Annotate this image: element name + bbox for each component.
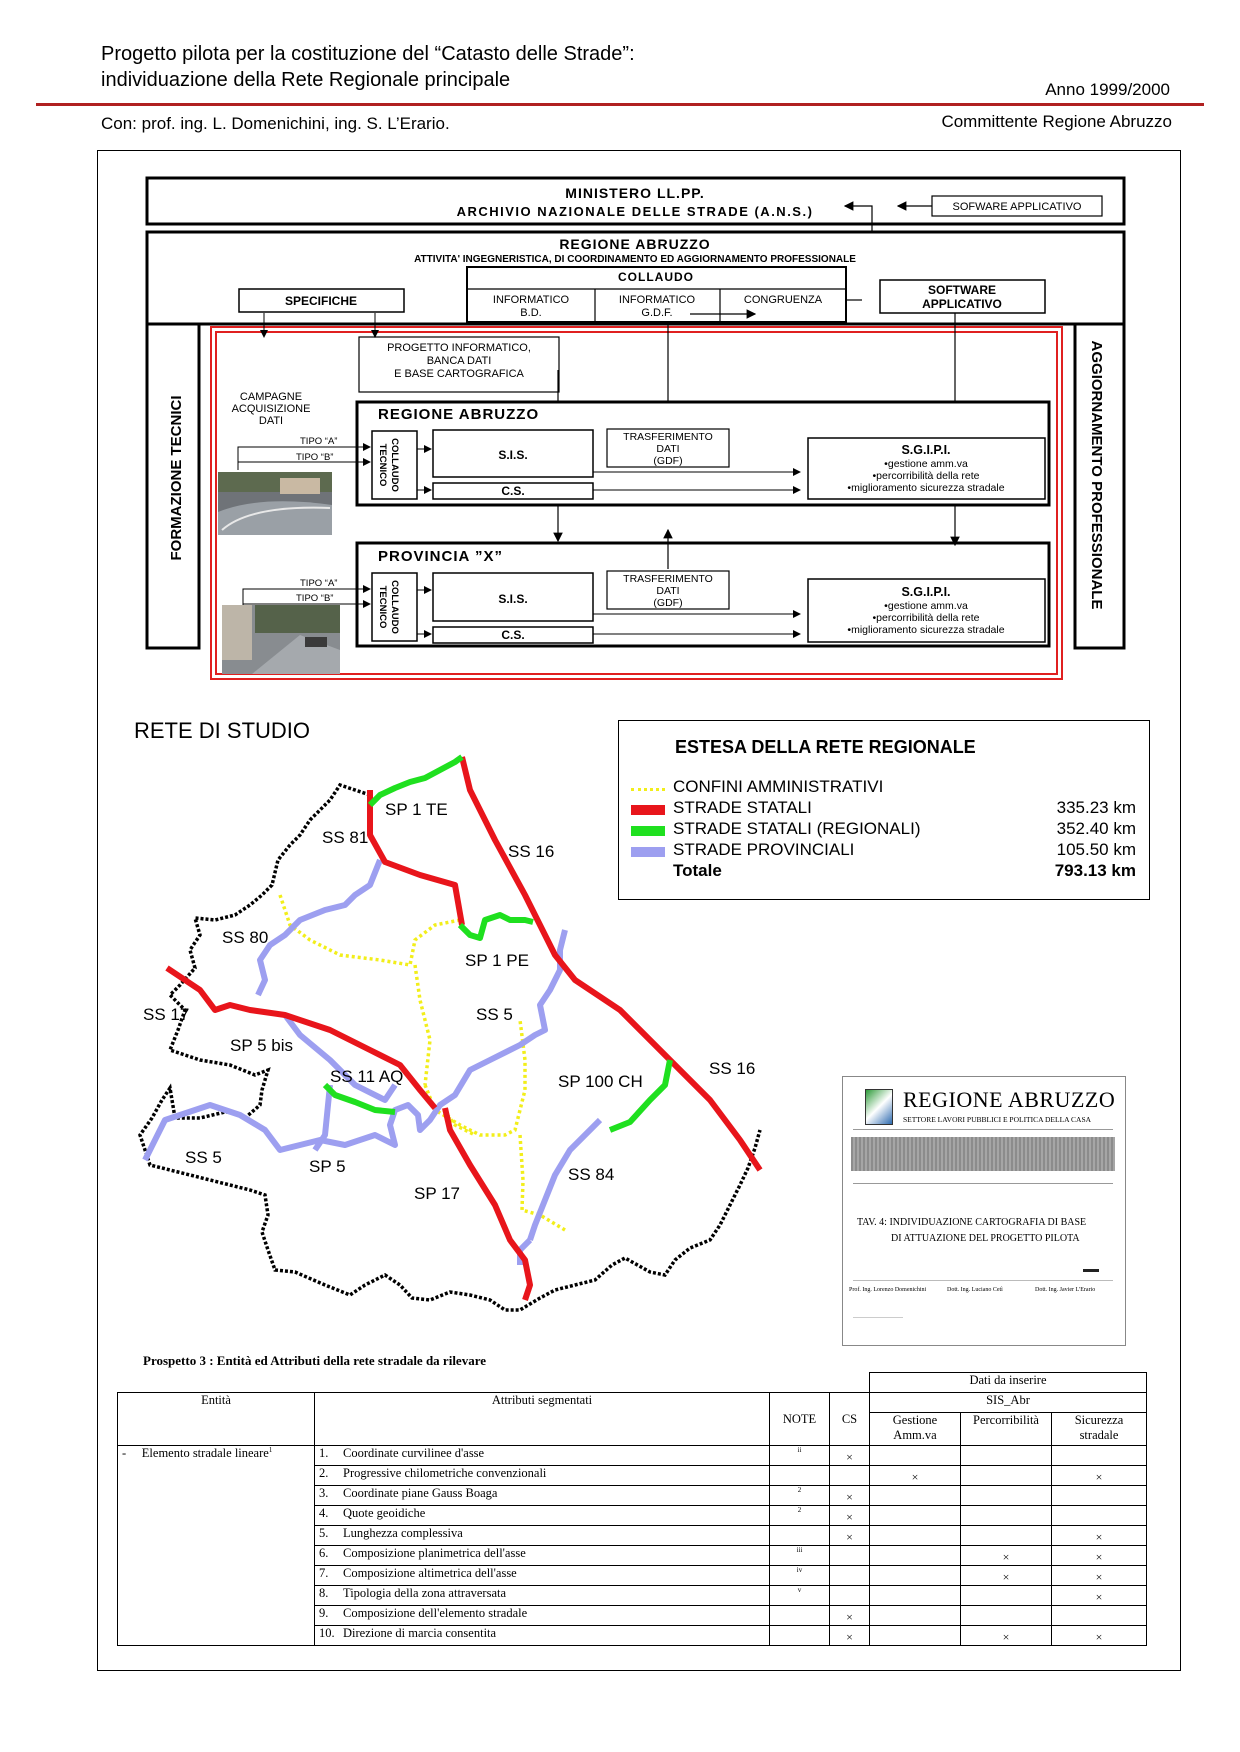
svg-text:INFORMATICO: INFORMATICO xyxy=(618,294,696,306)
gestione-cell xyxy=(870,1526,961,1546)
map-label-ss17: SS 17 xyxy=(143,1005,190,1024)
percorribilita-cell xyxy=(961,1506,1052,1526)
attribute-cell xyxy=(315,1566,770,1586)
sicurezza-cell: × xyxy=(1052,1586,1147,1606)
svg-text:CONGRUENZA: CONGRUENZA xyxy=(743,294,823,306)
road-photo-2 xyxy=(222,605,340,674)
legend-swatch-regionali xyxy=(631,826,665,836)
header-gestione: Gestione Amm.va xyxy=(870,1413,961,1446)
stamp-subtitle: SETTORE LAVORI PUBBLICI E POLITICA DELLA CASA xyxy=(903,1115,1092,1124)
campagne-label: CAMPAGNE xyxy=(239,391,303,403)
map-label-ss5-west: SS 5 xyxy=(185,1148,222,1167)
header-sis-abr: SIS_Abr xyxy=(870,1393,1147,1413)
legend-row-statali: STRADE STATALI 335.23 km xyxy=(631,798,1136,820)
collaudo-label: COLLAUDO xyxy=(618,270,694,284)
map-label-ss5-north: SS 5 xyxy=(476,1005,513,1024)
svg-text:•gestione amm.va: •gestione amm.va xyxy=(884,600,968,612)
attribute-cell xyxy=(315,1586,770,1606)
svg-text:ACQUISIZIONE: ACQUISIZIONE xyxy=(231,403,311,415)
formazione-tecnici-bar xyxy=(147,324,199,648)
svg-text:APPLICATIVO: APPLICATIVO xyxy=(922,297,1002,311)
software-app-box xyxy=(880,280,1045,313)
svg-text:S.G.I.P.I.: S.G.I.P.I. xyxy=(901,585,951,599)
sicurezza-cell: × xyxy=(1052,1466,1147,1486)
percorribilita-cell xyxy=(961,1586,1052,1606)
attribute-number: 1. xyxy=(319,1446,329,1460)
attribute-number: 7. xyxy=(319,1566,329,1580)
progetto-informatico-box xyxy=(359,337,559,392)
map-label-ss84: SS 84 xyxy=(568,1165,615,1184)
prospetto-3-table xyxy=(117,1372,1147,1646)
svg-text:DATI: DATI xyxy=(656,585,680,597)
gestione-cell xyxy=(870,1626,961,1646)
stamp-redacted-band xyxy=(851,1137,1115,1171)
attribute-number: 2. xyxy=(319,1466,329,1480)
entity-label: Elemento stradale lineare xyxy=(141,1446,269,1461)
aggiornamento-bar xyxy=(1075,324,1124,648)
gestione-cell xyxy=(870,1446,961,1466)
software-top-label: SOFWARE APPLICATIVO xyxy=(952,201,1082,213)
map-title: RETE DI STUDIO xyxy=(134,718,311,743)
svg-text:•percorribilità della rete: •percorribilità della rete xyxy=(872,612,980,624)
svg-text:DATI: DATI xyxy=(656,443,680,455)
specifiche-box xyxy=(239,289,404,312)
attribute-cell xyxy=(315,1446,770,1466)
table-caption: Prospetto 3 : Entità ed Attributi della rete stradale da rilevare xyxy=(143,1353,487,1368)
percorribilita-cell xyxy=(961,1606,1052,1626)
regione-crest-icon xyxy=(865,1089,893,1125)
note-cell xyxy=(770,1526,830,1546)
gestione-cell xyxy=(870,1506,961,1526)
svg-text:B.D.: B.D. xyxy=(520,307,542,319)
title-block-stamp xyxy=(842,1076,1126,1346)
confini-amministrativi xyxy=(280,895,565,1230)
regione-system-title: REGIONE ABRUZZO xyxy=(378,406,540,423)
svg-text:C.S.: C.S. xyxy=(501,628,525,642)
percorribilita-cell: × xyxy=(961,1626,1052,1646)
svg-text:TECNICO: TECNICO xyxy=(377,443,388,487)
attribute-number: 6. xyxy=(319,1546,329,1560)
legend-swatch-provinciali xyxy=(631,847,665,857)
document-title-line1: Progetto pilota per la costituzione del “Catasto delle Strade”: xyxy=(101,43,635,65)
legend-title: ESTESA DELLA RETE REGIONALE xyxy=(675,737,976,757)
attribute-label: Tipologia della zona attraversata xyxy=(343,1586,507,1600)
attribute-label: Coordinate piane Gauss Boaga xyxy=(343,1486,498,1500)
percorribilita-cell: × xyxy=(961,1546,1052,1566)
regione-subtitle: ATTIVITA' INGEGNERISTICA, DI COORDINAMENTO ED AGGIORNAMENTO PROFESSIONALE xyxy=(414,254,856,265)
note-cell: 2 xyxy=(770,1486,830,1506)
sicurezza-cell: × xyxy=(1052,1526,1147,1546)
table-row xyxy=(118,1446,1147,1466)
attribute-number: 5. xyxy=(319,1526,329,1540)
attribute-label: Progressive chilometriche convenzionali xyxy=(343,1466,547,1480)
legend-swatch-confini xyxy=(631,788,665,791)
svg-text:•miglioramento sicurezza strad: •miglioramento sicurezza stradale xyxy=(847,624,1005,636)
svg-text:BANCA DATI: BANCA DATI xyxy=(426,355,492,367)
header-entita: Entità xyxy=(118,1393,315,1446)
attribute-label: Quote geoidiche xyxy=(343,1506,426,1520)
attribute-label: Composizione dell'elemento stradale xyxy=(343,1606,528,1620)
sicurezza-cell xyxy=(1052,1446,1147,1466)
stamp-tav-line1: TAV. 4: INDIVIDUAZIONE CARTOGRAFIA DI BASE xyxy=(857,1217,1087,1228)
stamp-signature-2: Dott. Ing. Luciano Cetì xyxy=(947,1287,1003,1293)
svg-text:COLLAUDO: COLLAUDO xyxy=(389,580,400,634)
svg-text:TRASFERIMENTO: TRASFERIMENTO xyxy=(623,573,713,585)
percorribilita-cell xyxy=(961,1486,1052,1506)
map-label-ss80: SS 80 xyxy=(222,928,269,947)
ministero-title: MINISTERO LL.PP. xyxy=(565,185,705,201)
entity-cell xyxy=(118,1446,315,1646)
legend-row-confini: CONFINI AMMINISTRATIVI xyxy=(631,777,1136,799)
table-body xyxy=(118,1446,1147,1646)
attribute-label: Coordinate curvilinee d'asse xyxy=(343,1446,485,1460)
svg-text:(GDF): (GDF) xyxy=(653,455,683,467)
gestione-cell xyxy=(870,1486,961,1506)
attribute-cell xyxy=(315,1526,770,1546)
map-label-ss16-north: SS 16 xyxy=(508,842,555,861)
map-label-sp100ch: SP 100 CH xyxy=(558,1072,643,1091)
attribute-cell xyxy=(315,1506,770,1526)
cs-cell: × xyxy=(830,1446,870,1466)
cs-cell xyxy=(830,1546,870,1566)
legend-row-provinciali: STRADE PROVINCIALI 105.50 km xyxy=(631,840,1136,862)
map-label-sp1pe: SP 1 PE xyxy=(465,951,529,970)
cs-cell: × xyxy=(830,1526,870,1546)
header-note: NOTE xyxy=(770,1393,830,1446)
legend-swatch-statali xyxy=(631,805,665,815)
svg-text:TIPO “B”: TIPO “B” xyxy=(296,593,334,604)
header-dati: Dati da inserire xyxy=(870,1373,1147,1393)
gestione-cell xyxy=(870,1586,961,1606)
cs-cell: × xyxy=(830,1606,870,1626)
gestione-cell xyxy=(870,1606,961,1626)
note-cell xyxy=(770,1626,830,1646)
svg-text:TIPO “A”: TIPO “A” xyxy=(300,578,338,589)
attribute-cell xyxy=(315,1546,770,1566)
percorribilita-cell xyxy=(961,1446,1052,1466)
note-cell: ii xyxy=(770,1446,830,1466)
svg-text:C.S.: C.S. xyxy=(501,484,525,498)
note-cell xyxy=(770,1466,830,1486)
header-sicurezza: Sicurezza stradale xyxy=(1052,1413,1147,1446)
map-label-sp5: SP 5 xyxy=(309,1157,346,1176)
svg-text:S.I.S.: S.I.S. xyxy=(498,592,528,606)
specifiche-label: SPECIFICHE xyxy=(284,294,358,308)
stamp-title: REGIONE ABRUZZO xyxy=(903,1087,1116,1112)
gestione-cell xyxy=(870,1546,961,1566)
attribute-label: Composizione planimetrica dell'asse xyxy=(343,1546,526,1560)
document-year: Anno 1999/2000 xyxy=(1045,80,1170,99)
sicurezza-cell: × xyxy=(1052,1546,1147,1566)
svg-text:TIPO “B”: TIPO “B” xyxy=(296,452,334,463)
svg-text:COLLAUDO: COLLAUDO xyxy=(389,438,400,492)
gestione-cell: × xyxy=(870,1466,961,1486)
collaudo-box xyxy=(467,267,846,322)
organization-diagram xyxy=(0,0,1240,700)
header-attributi: Attributi segmentati xyxy=(315,1393,770,1446)
software-top-box xyxy=(932,196,1102,216)
document-authors: Con: prof. ing. L. Domenichini, ing. S. L’Erario. xyxy=(101,114,450,133)
cs-cell xyxy=(830,1466,870,1486)
regione-title: REGIONE ABRUZZO xyxy=(559,236,711,252)
header-cs: CS xyxy=(830,1393,870,1446)
note-cell: 2 xyxy=(770,1506,830,1526)
note-cell: iii xyxy=(770,1546,830,1566)
attribute-cell xyxy=(315,1466,770,1486)
sicurezza-cell: × xyxy=(1052,1626,1147,1646)
note-cell: iv xyxy=(770,1566,830,1586)
svg-text:•miglioramento sicurezza strad: •miglioramento sicurezza stradale xyxy=(847,482,1005,494)
attribute-label: Composizione altimetrica dell'asse xyxy=(343,1566,517,1580)
attribute-cell xyxy=(315,1626,770,1646)
stamp-signature-1: Prof. Ing. Lorenzo Domenichini xyxy=(849,1287,927,1293)
attribute-number: 8. xyxy=(319,1586,329,1600)
map-label-sp5bis: SP 5 bis xyxy=(230,1036,294,1055)
percorribilita-cell xyxy=(961,1466,1052,1486)
svg-text:DATI: DATI xyxy=(258,415,284,427)
road-photo-1 xyxy=(218,472,332,535)
attribute-number: 10. xyxy=(319,1626,335,1640)
svg-text:S.G.I.P.I.: S.G.I.P.I. xyxy=(901,443,951,457)
formazione-label: FORMAZIONE TECNICI xyxy=(168,395,185,561)
legend-row-totale: Totale 793.13 km xyxy=(673,861,1136,880)
svg-text:SOFTWARE: SOFTWARE xyxy=(928,283,996,297)
sicurezza-cell xyxy=(1052,1606,1147,1626)
document-title-line2: individuazione della Rete Regionale principale xyxy=(101,69,511,91)
sicurezza-cell: × xyxy=(1052,1566,1147,1586)
provincia-system-title: PROVINCIA ”X” xyxy=(378,548,503,565)
table-header-row-2 xyxy=(118,1393,1147,1413)
svg-text:•gestione amm.va: •gestione amm.va xyxy=(884,458,968,470)
cs-cell xyxy=(830,1586,870,1606)
svg-text:E BASE CARTOGRAFICA: E BASE CARTOGRAFICA xyxy=(394,368,524,380)
map-label-sp17: SP 17 xyxy=(414,1184,461,1203)
svg-text:(GDF): (GDF) xyxy=(653,597,683,609)
map-legend xyxy=(618,720,1150,900)
attribute-label: Lunghezza complessiva xyxy=(343,1526,463,1540)
percorribilita-cell: × xyxy=(961,1566,1052,1586)
svg-text:G.D.F.: G.D.F. xyxy=(641,307,673,319)
cs-cell xyxy=(830,1566,870,1586)
svg-text:S.I.S.: S.I.S. xyxy=(498,448,528,462)
stamp-tav-line2: DI ATTUAZIONE DEL PROGETTO PILOTA xyxy=(891,1233,1080,1244)
attribute-label: Direzione di marcia consentita xyxy=(343,1626,497,1640)
svg-text:PROGETTO INFORMATICO,: PROGETTO INFORMATICO, xyxy=(387,342,531,354)
svg-text:INFORMATICO: INFORMATICO xyxy=(492,294,570,306)
sicurezza-cell xyxy=(1052,1486,1147,1506)
svg-text:TRASFERIMENTO: TRASFERIMENTO xyxy=(623,431,713,443)
ministero-archive: ARCHIVIO NAZIONALE DELLE STRADE (A.N.S.) xyxy=(456,204,814,219)
entity-footnote: 1 xyxy=(268,1446,273,1454)
map-label-ss81: SS 81 xyxy=(322,828,369,847)
attribute-number: 9. xyxy=(319,1606,329,1620)
document-client: Committente Regione Abruzzo xyxy=(941,112,1172,131)
cs-cell: × xyxy=(830,1626,870,1646)
stamp-signature-3: Dott. Ing. Javier L'Erario xyxy=(1035,1287,1096,1293)
entity-dash: - xyxy=(122,1446,127,1461)
table-header-row-1 xyxy=(118,1373,1147,1393)
svg-text:TECNICO: TECNICO xyxy=(377,585,388,629)
attribute-cell xyxy=(315,1606,770,1626)
header-percorribilita: Percorribilità xyxy=(961,1413,1052,1446)
map-label-ss11aq: SS 11 AQ xyxy=(330,1067,404,1086)
gestione-cell xyxy=(870,1566,961,1586)
sicurezza-cell xyxy=(1052,1506,1147,1526)
attribute-number: 4. xyxy=(319,1506,329,1520)
legend-row-regionali: STRADE STATALI (REGIONALI) 352.40 km xyxy=(631,819,1136,841)
svg-text:•percorribilità della rete: •percorribilità della rete xyxy=(872,470,980,482)
aggiornamento-label: AGGIORNAMENTO PROFESSIONALE xyxy=(1088,340,1105,610)
map-label-ss16-south: SS 16 xyxy=(709,1059,756,1078)
attribute-cell xyxy=(315,1486,770,1506)
note-cell: v xyxy=(770,1586,830,1606)
cs-cell: × xyxy=(830,1486,870,1506)
svg-text:TIPO “A”: TIPO “A” xyxy=(300,436,338,447)
map-label-sp1te: SP 1 TE xyxy=(385,800,448,819)
note-cell xyxy=(770,1606,830,1626)
attribute-number: 3. xyxy=(319,1486,329,1500)
percorribilita-cell xyxy=(961,1526,1052,1546)
cs-cell: × xyxy=(830,1506,870,1526)
